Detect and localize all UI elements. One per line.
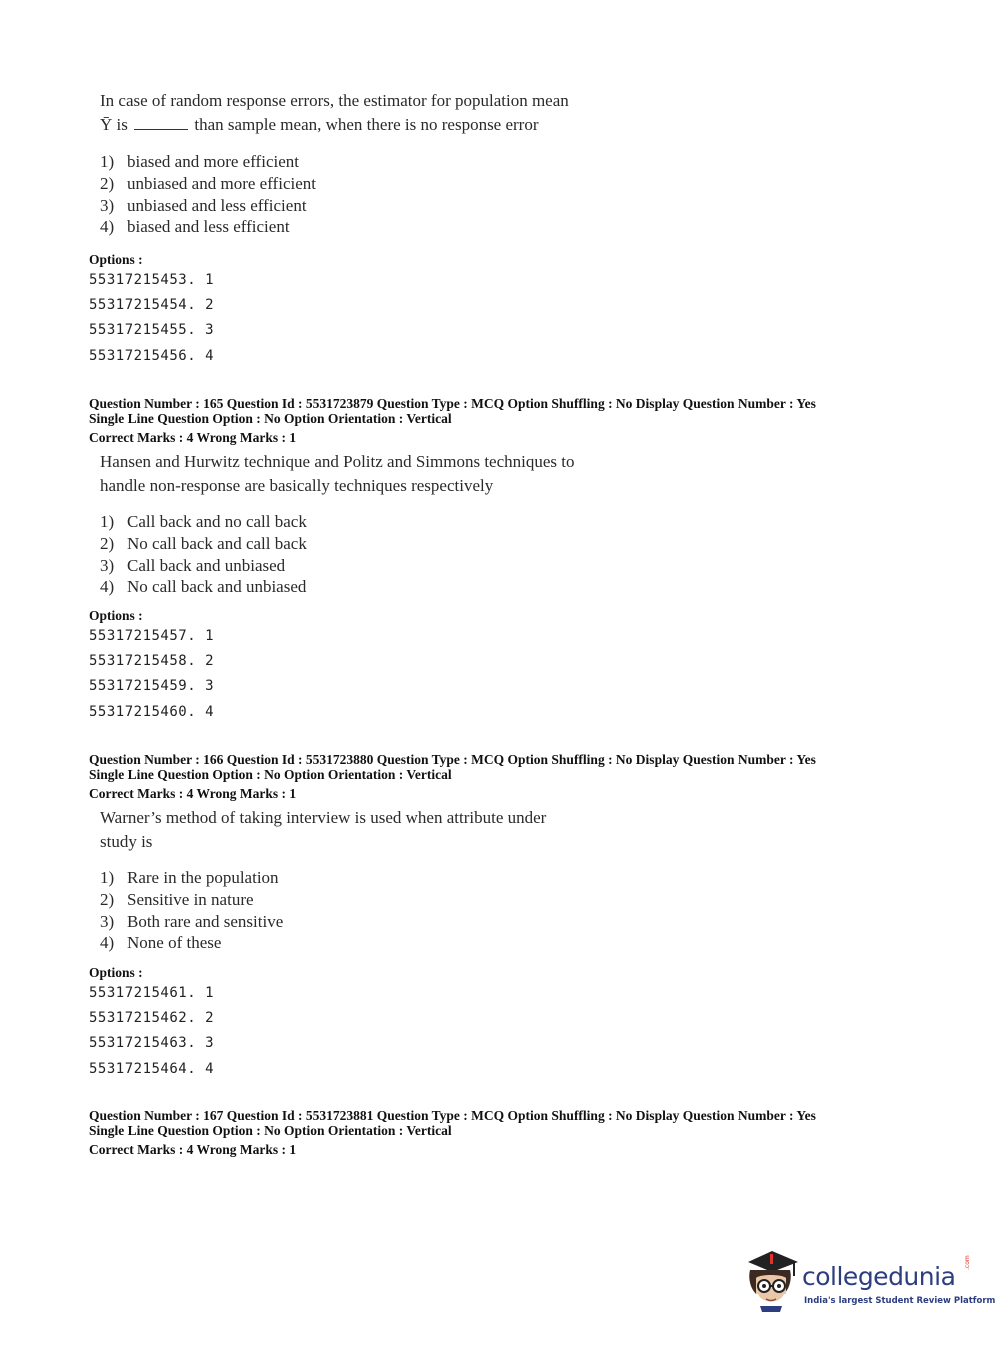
question-marks: Correct Marks : 4 Wrong Marks : 1 bbox=[89, 430, 297, 445]
choice-number: 1) bbox=[100, 152, 115, 171]
question-text-line: handle non-response are basically techniques respectively bbox=[100, 475, 494, 495]
choice-number: 4) bbox=[100, 217, 115, 237]
choice-number: 4) bbox=[100, 933, 115, 953]
question-meta-line: Single Line Question Option : No Option Orientation : Vertical bbox=[89, 410, 452, 426]
option-id: 55317215460. 4 bbox=[89, 703, 215, 720]
question-text-prefix: Ȳ is bbox=[100, 114, 128, 134]
brand-tagline: India's largest Student Review Platform bbox=[804, 1296, 996, 1306]
question-marks: Correct Marks : 4 Wrong Marks : 1 bbox=[89, 786, 297, 801]
option-id: 55317215463. 3 bbox=[89, 1035, 215, 1052]
choice-text: Sensitive in nature bbox=[127, 889, 254, 909]
choice-text: Call back and unbiased bbox=[127, 555, 286, 575]
choice-item bbox=[100, 932, 283, 954]
question-meta-line: Question Number : 166 Question Id : 5531723880 Question Type : MCQ Option Shuffling : No Display Question Number : Yes bbox=[89, 752, 816, 767]
choice-number: 1) bbox=[100, 868, 115, 887]
question-meta-line: Single Line Question Option : No Option Orientation : Vertical bbox=[89, 1122, 452, 1138]
option-id: 55317215455. 3 bbox=[89, 322, 215, 339]
option-id: 55317215456. 4 bbox=[89, 347, 215, 364]
option-id: 55317215459. 3 bbox=[89, 678, 215, 695]
choice-item bbox=[100, 911, 283, 933]
options-label: Options : bbox=[89, 965, 143, 980]
choice-number: 3) bbox=[100, 555, 115, 575]
question-167-meta bbox=[89, 1109, 816, 1158]
question-text-line: Warner’s method of taking interview is used when attribute under bbox=[100, 808, 547, 827]
brand-suffix: .com bbox=[964, 1255, 971, 1270]
question-text-line: In case of random response errors, the estimator for population mean bbox=[100, 91, 569, 110]
question-165-text bbox=[100, 450, 575, 497]
choice-number: 2) bbox=[100, 533, 115, 553]
choice-number: 4) bbox=[100, 577, 115, 597]
question-165-meta bbox=[89, 397, 816, 446]
choice-item bbox=[100, 195, 316, 217]
choice-text: None of these bbox=[127, 933, 222, 953]
choice-text: biased and less efficient bbox=[127, 217, 290, 237]
choice-text: unbiased and more efficient bbox=[127, 173, 316, 193]
choice-text: No call back and call back bbox=[127, 533, 307, 553]
question-165-choices bbox=[100, 511, 307, 598]
question-meta-line: Question Number : 165 Question Id : 5531723879 Question Type : MCQ Option Shuffling : No Display Question Number : Yes bbox=[89, 396, 816, 411]
choice-item bbox=[100, 555, 307, 577]
choice-number: 3) bbox=[100, 911, 115, 931]
option-id-list bbox=[89, 268, 214, 369]
question-164-text bbox=[100, 89, 569, 136]
choice-number: 2) bbox=[100, 889, 115, 909]
collegedunia-logo bbox=[742, 1248, 996, 1318]
option-id-list bbox=[89, 981, 214, 1082]
choice-item bbox=[100, 867, 283, 889]
choice-item bbox=[100, 511, 307, 533]
fill-in-blank bbox=[134, 116, 188, 130]
option-id: 55317215458. 2 bbox=[89, 653, 215, 670]
question-text-line bbox=[100, 113, 569, 137]
question-marks: Correct Marks : 4 Wrong Marks : 1 bbox=[89, 1142, 297, 1157]
choice-text: biased and more efficient bbox=[127, 152, 299, 171]
question-text-line: Hansen and Hurwitz technique and Politz and Simmons techniques to bbox=[100, 452, 575, 471]
choice-item bbox=[100, 533, 307, 555]
question-meta-line: Single Line Question Option : No Option Orientation : Vertical bbox=[89, 766, 452, 782]
choice-item bbox=[100, 216, 316, 238]
choice-text: No call back and unbiased bbox=[127, 577, 307, 597]
question-166-text bbox=[100, 806, 546, 853]
choice-item bbox=[100, 173, 316, 195]
option-id: 55317215462. 2 bbox=[89, 1010, 215, 1027]
choice-item bbox=[100, 889, 283, 911]
question-text-line: study is bbox=[100, 831, 153, 851]
option-id: 55317215454. 2 bbox=[89, 297, 215, 314]
option-id-list bbox=[89, 624, 214, 725]
choice-item bbox=[100, 576, 307, 598]
options-label: Options : bbox=[89, 252, 143, 267]
option-id: 55317215464. 4 bbox=[89, 1060, 215, 1077]
choice-number: 1) bbox=[100, 512, 115, 531]
option-id: 55317215453. 1 bbox=[89, 272, 215, 288]
choice-text: Rare in the population bbox=[127, 868, 279, 887]
question-166-choices bbox=[100, 867, 283, 954]
mascot-icon bbox=[742, 1248, 800, 1314]
option-id: 55317215461. 1 bbox=[89, 985, 215, 1001]
question-164-choices bbox=[100, 151, 316, 238]
choice-text: unbiased and less efficient bbox=[127, 195, 307, 215]
choice-item bbox=[100, 151, 316, 173]
choice-text: Both rare and sensitive bbox=[127, 911, 284, 931]
question-166-meta bbox=[89, 753, 816, 802]
choice-number: 2) bbox=[100, 173, 115, 193]
options-label: Options : bbox=[89, 608, 143, 623]
option-id: 55317215457. 1 bbox=[89, 628, 215, 644]
choice-text: Call back and no call back bbox=[127, 512, 307, 531]
choice-number: 3) bbox=[100, 195, 115, 215]
question-meta-line: Question Number : 167 Question Id : 5531723881 Question Type : MCQ Option Shuffling : No Display Question Number : Yes bbox=[89, 1108, 816, 1123]
brand-name: collegedunia bbox=[802, 1262, 956, 1291]
question-text-suffix: than sample mean, when there is no response error bbox=[194, 114, 539, 134]
